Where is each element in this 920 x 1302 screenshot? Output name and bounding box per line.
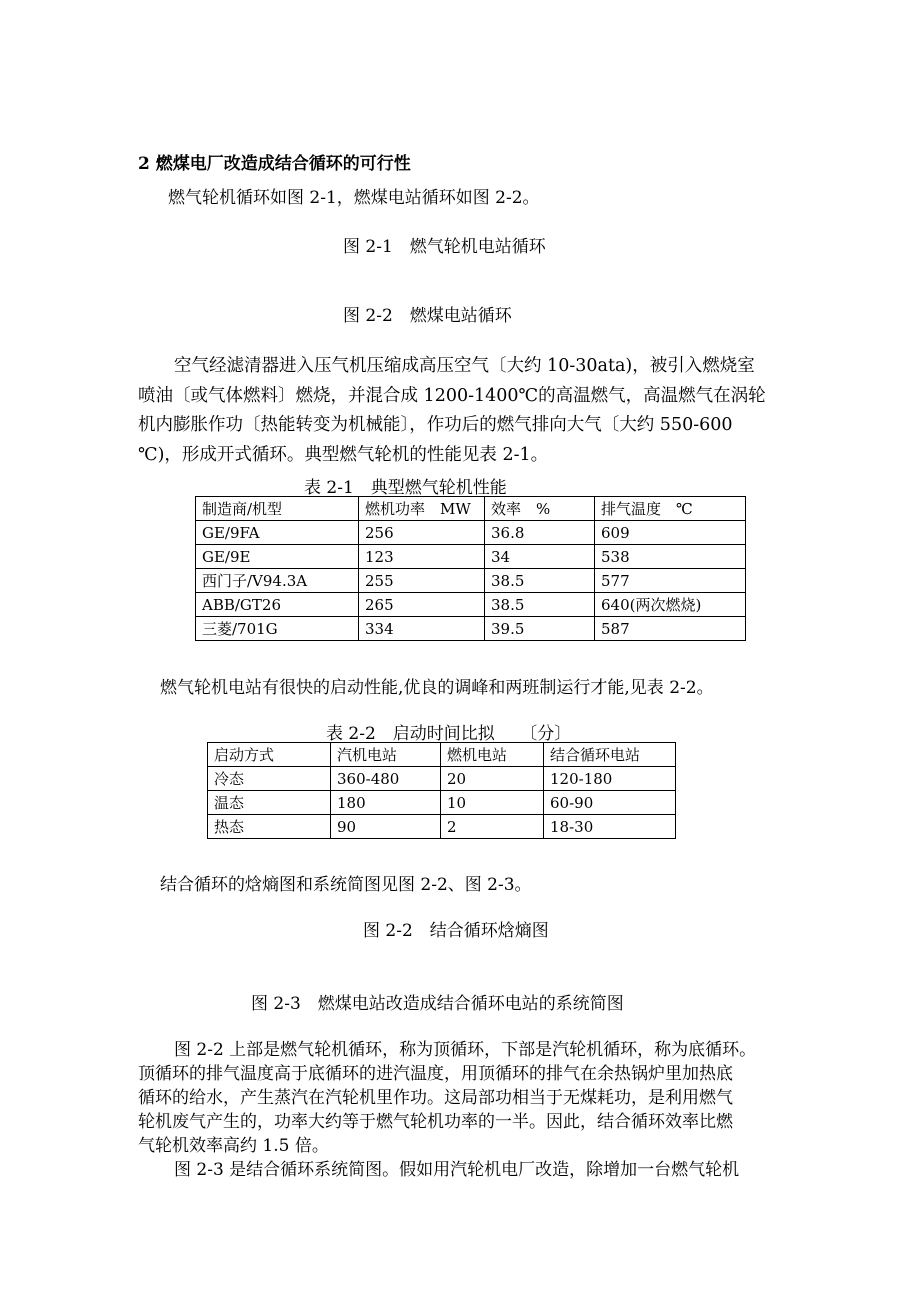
paragraph-line: 图 2-2 上部是燃气轮机循环，称为顶循环，下部是汽轮机循环，称为底循环。 [174,1040,757,1060]
table-cell: 123 [359,545,485,569]
table-header-cell: 启动方式 [208,743,331,767]
table-1-caption: 表 2-1 典型燃气轮机性能 [304,478,507,498]
table-2-caption: 表 2-2 启动时间比拟 〔分〕 [326,724,572,744]
figure-2-3-caption: 图 2-3 燃煤电站改造成结合循环电站的系统简图 [251,994,624,1014]
paragraph-line: 机内膨胀作功〔热能转变为机械能〕，作功后的燃气排向大气〔大约 550-600 [138,415,733,435]
table-cell: 587 [595,617,746,641]
table-cell: 265 [359,593,485,617]
figure-2-2-enthalpy-caption: 图 2-2 结合循环焓熵图 [363,921,549,941]
table-cell: ABB/GT26 [196,593,359,617]
table-startup-time [207,742,676,839]
table-cell: 640(两次燃烧) [595,593,746,617]
table-cell: 34 [485,545,595,569]
table-cell: 36.8 [485,521,595,545]
table-header-cell: 制造商/机型 [196,497,359,521]
table-row [196,593,746,617]
figure-2-2-caption: 图 2-2 燃煤电站循环 [343,306,512,326]
table-cell: GE/9E [196,545,359,569]
paragraph-combined-cycle [138,1038,786,1182]
paragraph-line: 顶循环的排气温度高于底循环的进汽温度，用顶循环的排气在余热锅炉里加热底 [138,1064,733,1084]
table-cell: 334 [359,617,485,641]
paragraph-gas-turbine [138,352,783,470]
paragraph-startup: 燃气轮机电站有很快的启动性能,优良的调峰和两班制运行才能,见表 2-2。 [160,678,714,698]
table-row [196,521,746,545]
table-row [196,617,746,641]
paragraph-line: ℃)，形成开式循环。典型燃气轮机的性能见表 2-1。 [138,444,549,465]
table-cell: 360-480 [331,767,441,791]
table-cell: 热态 [208,815,331,839]
table-header-cell: 燃机电站 [441,743,544,767]
table-header-cell: 结合循环电站 [544,743,676,767]
table-cell: 577 [595,569,746,593]
table-cell: GE/9FA [196,521,359,545]
table-gas-turbine-performance [195,496,746,641]
table-row [196,569,746,593]
paragraph-line: 轮机废气产生的，功率大约等于燃气轮机功率的一半。因此，结合循环效率比燃 [138,1112,733,1132]
table-cell: 20 [441,767,544,791]
table-cell: 180 [331,791,441,815]
table-cell: 60-90 [544,791,676,815]
paragraph-line: 喷油〔或气体燃料〕燃烧，并混合成 1200-1400℃的高温燃气，高温燃气在涡轮 [138,385,766,406]
table-row [208,815,676,839]
table-cell: 温态 [208,791,331,815]
table-cell: 538 [595,545,746,569]
intro-text: 燃气轮机循环如图 2-1，燃煤电站循环如图 2-2。 [168,188,540,208]
table-cell: 2 [441,815,544,839]
paragraph-line: 气轮机效率高约 1.5 倍。 [138,1136,329,1156]
table-header-cell: 燃机功率 MW [359,497,485,521]
table-header-row [208,743,676,767]
table-row [208,767,676,791]
table-header-row [196,497,746,521]
table-cell: 120-180 [544,767,676,791]
table-row [208,791,676,815]
table-cell: 39.5 [485,617,595,641]
table-cell: 255 [359,569,485,593]
table-cell: 256 [359,521,485,545]
table-cell: 18-30 [544,815,676,839]
paragraph-line: 循环的给水，产生蒸汽在汽轮机里作功。这局部功相当于无煤耗功，是利用燃气 [138,1088,733,1108]
table-cell: 冷态 [208,767,331,791]
table-cell: 90 [331,815,441,839]
paragraph-diagram-ref: 结合循环的焓熵图和系统简图见图 2-2、图 2-3。 [160,875,532,895]
paragraph-line: 图 2-3 是结合循环系统简图。假如用汽轮机电厂改造，除增加一台燃气轮机 [174,1160,740,1180]
section-title: 2 燃煤电厂改造成结合循环的可行性 [138,154,411,174]
table-cell: 38.5 [485,569,595,593]
table-cell: 三菱/701G [196,617,359,641]
table-header-cell: 效率 % [485,497,595,521]
table-cell: 38.5 [485,593,595,617]
table-header-cell: 排气温度 ℃ [595,497,746,521]
table-header-cell: 汽机电站 [331,743,441,767]
paragraph-line: 空气经滤清器进入压气机压缩成高压空气〔大约 10-30ata)，被引入燃烧室 [174,356,755,376]
figure-2-1-caption: 图 2-1 燃气轮机电站循环 [343,237,546,257]
table-cell: 西门子/V94.3A [196,569,359,593]
table-row [196,545,746,569]
table-cell: 609 [595,521,746,545]
table-cell: 10 [441,791,544,815]
